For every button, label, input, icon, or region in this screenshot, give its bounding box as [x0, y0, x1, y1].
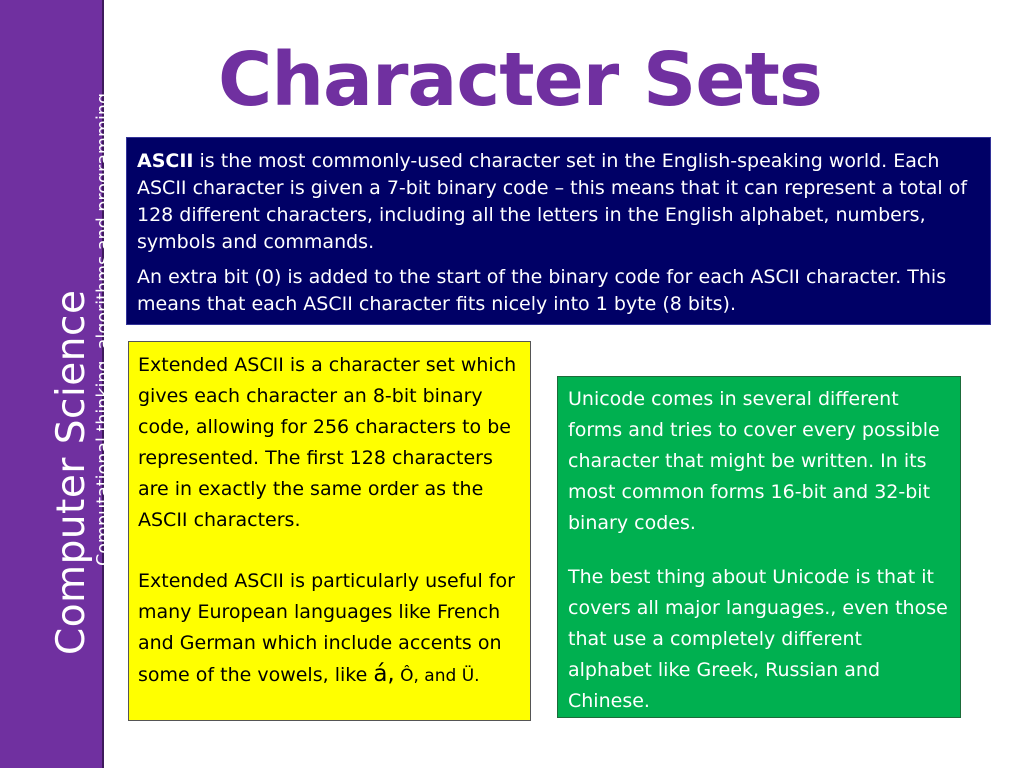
extended-paragraph-2-text: Extended ASCII is particularly useful for many European languages like French and German which include accents on some of the vowels, like [138, 570, 515, 686]
sidebar-title: Computer Science [49, 289, 94, 655]
extended-paragraph-1: Extended ASCII is a character set which gives each character an 8-bit binary code, allowing for 256 characters to be represented. The first 128 characters are in exactly the same order as the ASCII characters. [138, 354, 517, 531]
accent-example-rest: Ô, and Ü. [394, 666, 480, 686]
page-title: Character Sets [218, 37, 822, 123]
unicode-paragraph-1: Unicode comes in several different forms and tries to cover every possible character that might be written. In its most common forms 16-bit and 32-bit binary codes. [568, 388, 940, 534]
ascii-term: ASCII [137, 150, 194, 172]
unicode-paragraph-2: The best thing about Unicode is that it covers all major languages., even those that use a completely different alphabet like Greek, Russian and Chinese. [568, 566, 948, 712]
ascii-paragraph-2: An extra bit (0) is added to the start of the binary code for each ASCII character. This means that each ASCII character fits nicely into 1 byte (8 bits). [137, 266, 947, 315]
accent-example-1: á, [373, 661, 395, 687]
sidebar-subtitle: Computational thinking, algorithms and programming [94, 92, 114, 566]
ascii-paragraph-1-text: is the most commonly-used character set in the English-speaking world. Each ASCII character is given a 7-bit binary code – this means that it can represent a total of 128 different characters, including all the letters in the English alphabet, numbers, symbols and commands. [137, 150, 968, 253]
unicode-box [557, 376, 961, 718]
extended-ascii-box [128, 341, 531, 721]
ascii-paragraph-1 [137, 148, 980, 256]
ascii-info-box [126, 137, 991, 325]
extended-paragraph-2 [138, 566, 521, 692]
sidebar [0, 0, 114, 768]
